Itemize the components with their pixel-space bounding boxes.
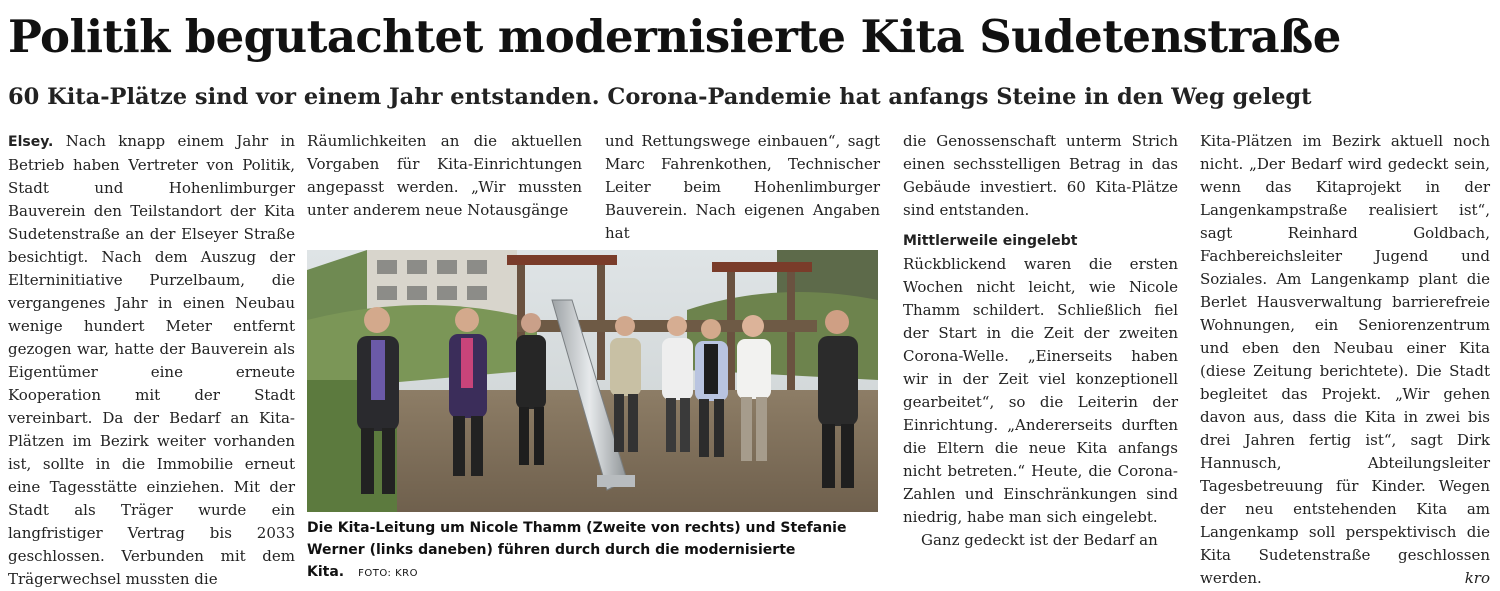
column-5 bbox=[1200, 130, 1490, 590]
body-text: Kita-Plätzen im Bezirk aktuell noch nicht. „Der Bedarf wird gedeckt sein, wenn das Kitaprojekt in der Langenkampstraße realisiert ist“, sagt Reinhard Goldbach, Fachbereichsleiter Jugend und Soziales. Am Langenkamp plant die Berlet Hausverwaltung barrierefreie Wohnungen, ein Seniorenzentrum und eben den Neubau einer Kita (diese Zeitung berichtete). Die Stadt begleitet das Projekt. „Wir gehen davon aus, dass die Kita in zwei bis drei Jahren fertig ist“, sagt Dirk Hannusch, Abteilungsleiter Tagesbetreuung für Kinder. Wegen der neu entstehenden Kita am Langenkamp soll perspektivisch die Kita Sudetenstraße geschlossen werden. bbox=[1200, 132, 1490, 587]
body-text: Rückblickend waren die ersten Wochen nicht leicht, wie Nicole Thamm schildert. Schließlich fiel der Start in die Zeit der zweiten Corona-Welle. „Einerseits haben wir in der Zeit viel konzeptionell gearbeitet“, so die Leiterin der Einrichtung. „Andererseits durften die Eltern die neue Kita anfangs nicht betreten.“ Heute, die Corona-Zahlen und Einschränkungen sind niedrig, habe man sich eingelebt. bbox=[903, 255, 1178, 526]
body-text: Nach knapp einem Jahr in Betrieb haben Vertreter von Politik, Stadt und Hohenlimburger Bauverein den Teilstandort der Kita Sudetenstraße an der Elseyer Straße besichtigt. Nach dem Auszug der Elterninitiative Purzelbaum, die vergangenes Jahr in einen Neubau wenige hundert Meter entfernt gezogen war, hatte der Bauverein als Eigentümer eine erneute Kooperation mit der Stadt vereinbart. Da der Bedarf an Kita-Plätzen im Bezirk weiter vorhanden ist, sollte in die Immobilie erneut eine Tagesstätte einziehen. Mit der Stadt als Träger wurde ein langfristiger Vertrag bis 2033 geschlossen. Verbunden mit dem Trägerwechsel mussten die bbox=[8, 132, 295, 588]
paragraph bbox=[1200, 130, 1490, 590]
photo-credit: FOTO: KRO bbox=[358, 568, 418, 579]
subheadline: 60 Kita-Plätze sind vor einem Jahr entstanden. Corona-Pandemie hat anfangs Steine in den Weg gelegt bbox=[8, 84, 1312, 110]
dateline: Elsey. bbox=[8, 134, 54, 150]
body-text: Ganz gedeckt ist der Bedarf an bbox=[921, 531, 1158, 549]
article-photo bbox=[307, 250, 878, 512]
section-subheading: Mittlerweile eingelebt bbox=[903, 233, 1078, 249]
body-text: die Genossenschaft unterm Strich einen sechsstelligen Betrag in das Gebäude investiert. 60 Kita-Plätze sind entstanden. bbox=[903, 132, 1178, 219]
caption-text: Die Kita-Leitung um Nicole Thamm (Zweite von rechts) und Stefanie Werner (links daneben) führen durch durch die modernisierte Kita. bbox=[307, 520, 847, 580]
photo-caption bbox=[307, 517, 878, 585]
column-4 bbox=[903, 130, 1178, 552]
body-text: Räumlichkeiten an die aktuellen Vorgaben für Kita-Einrichtungen angepasst werden. „Wir mussten unter anderem neue Notausgänge bbox=[307, 132, 582, 219]
column-2 bbox=[307, 130, 582, 222]
column-1 bbox=[8, 130, 295, 591]
column-3 bbox=[605, 130, 880, 245]
body-text: und Rettungswege einbauen“, sagt Marc Fahrenkothen, Technischer Leiter beim Hohenlimburger Bauverein. Nach eigenen Angaben hat bbox=[605, 132, 880, 242]
paragraph bbox=[8, 130, 295, 591]
headline: Politik begutachtet modernisierte Kita Sudetenstraße bbox=[8, 10, 1341, 63]
author-initials: kro bbox=[1464, 569, 1490, 587]
playground-photo bbox=[307, 250, 878, 512]
